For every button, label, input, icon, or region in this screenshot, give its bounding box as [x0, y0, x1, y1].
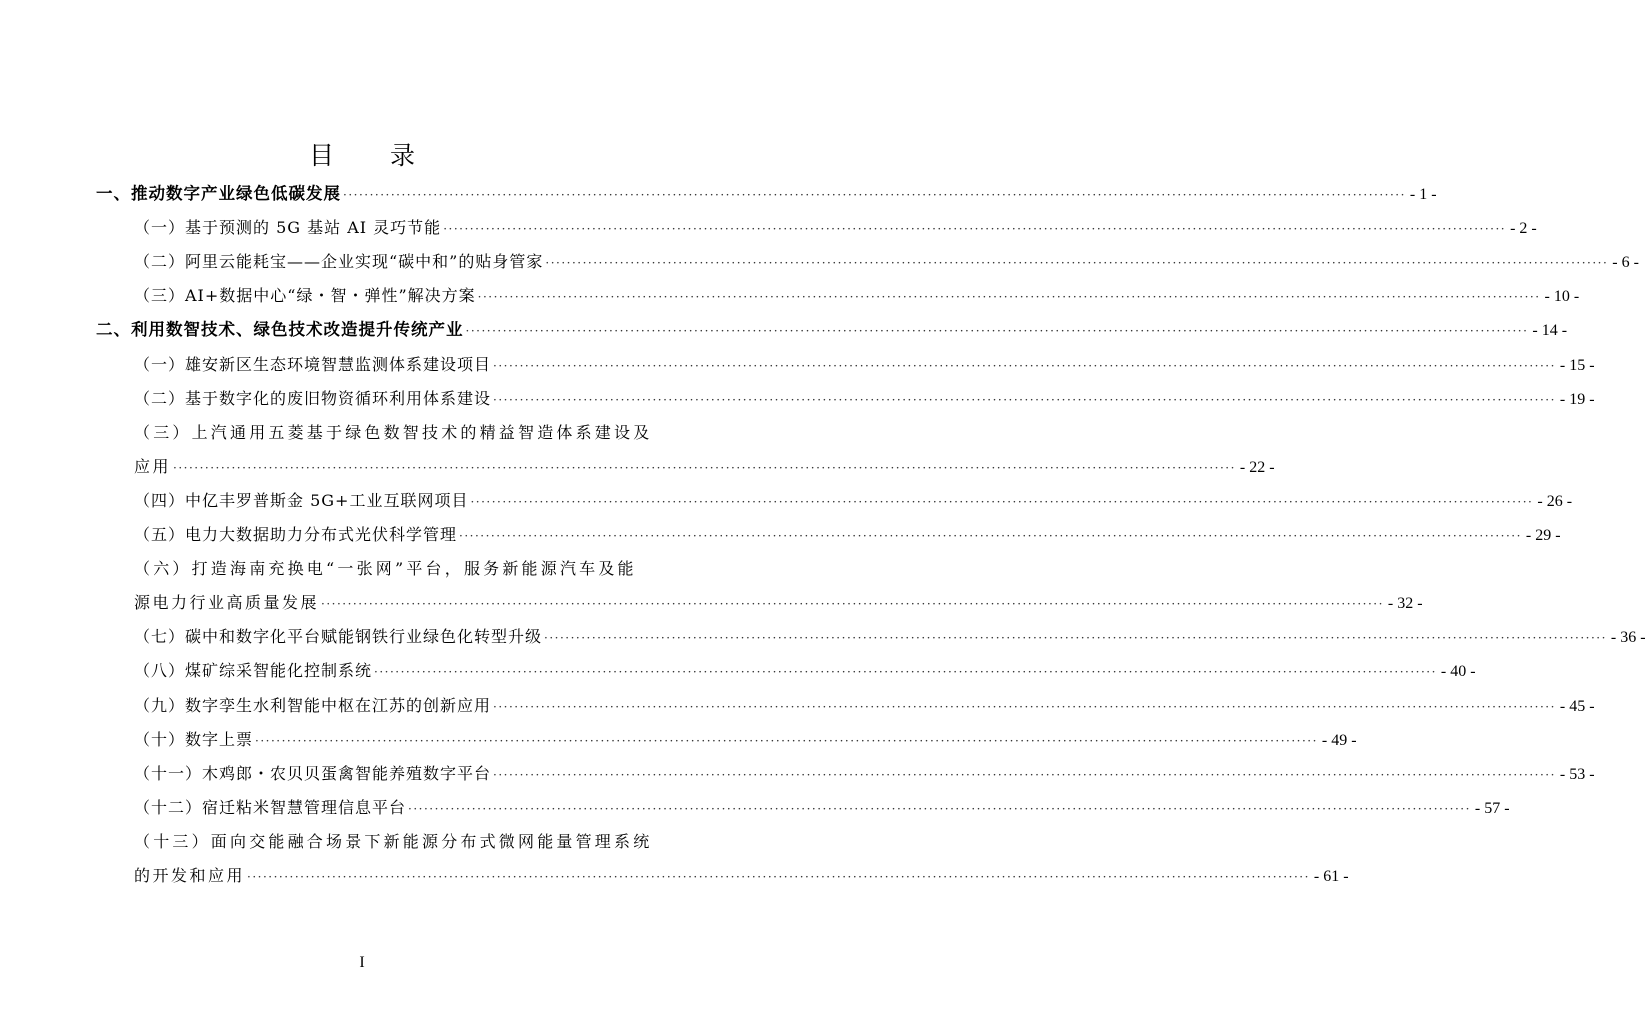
toc-leader-dots: ········································································································································································································ — [173, 461, 1236, 475]
toc-item-line[interactable] — [134, 525, 1561, 546]
toc-leader-dots: ········································································································································································································ — [408, 802, 1471, 816]
toc-item-line[interactable] — [134, 866, 1349, 887]
toc-section-line[interactable] — [96, 320, 1568, 341]
toc-leader-dots: ········································································································································································································ — [493, 393, 1556, 407]
toc-leader-dots: ········································································································································································································ — [545, 256, 1609, 270]
toc-leader-dots: ········································································································································································································ — [544, 631, 1607, 645]
toc-leader-dots: ········································································································································································································ — [493, 359, 1556, 373]
toc-page-number: - 14 - — [1532, 322, 1568, 339]
toc-leader-dots: ········································································································································································································ — [465, 324, 1529, 338]
toc-entry-text: 二、利用数智技术、绿色技术改造提升传统产业 — [96, 320, 464, 339]
page-title: 目 录 — [309, 141, 439, 170]
toc-entry-text: （十三）面向交能融合场景下新能源分布式微网能量管理系统 — [134, 832, 653, 851]
toc-entry-text: （二）阿里云能耗宝——企业实现“碳中和”的贴身管家 — [134, 252, 544, 271]
toc-page-number: - 10 - — [1544, 288, 1580, 305]
toc-leader-dots: ········································································································································································································ — [493, 768, 1556, 782]
toc-leader-dots: ········································································································································································································ — [493, 700, 1556, 714]
toc-item-line[interactable] — [134, 661, 1476, 682]
toc-item-line[interactable] — [134, 457, 1275, 478]
toc-item-line[interactable] — [134, 627, 1646, 648]
toc-leader-dots: ········································································································································································································ — [343, 188, 1406, 202]
toc-item-line[interactable] — [134, 798, 1510, 819]
toc-entry-text: （五）电力大数据助力分布式光伏科学管理 — [134, 525, 458, 544]
toc-item-line[interactable] — [134, 252, 1639, 273]
toc-entry-text: （九）数字孪生水利智能中枢在江苏的创新应用 — [134, 696, 492, 715]
toc-item-line[interactable] — [134, 491, 1573, 512]
toc-page-number: - 15 - — [1559, 357, 1595, 374]
toc-item-line[interactable] — [134, 764, 1595, 785]
toc-item-line[interactable] — [134, 559, 637, 579]
toc-leader-dots: ········································································································································································································ — [321, 597, 1384, 611]
toc-page-number: - 6 - — [1612, 254, 1639, 271]
toc-entry-text: （三）上汽通用五菱基于绿色数智技术的精益智造体系建设及 — [134, 423, 653, 442]
toc-page-number: - 22 - — [1239, 459, 1275, 476]
toc-page-number: - 57 - — [1474, 800, 1510, 817]
toc-entry-text: （十）数字上票 — [134, 730, 254, 749]
toc-entry-text: （十一）木鸡郎・农贝贝蛋禽智能养殖数字平台 — [134, 764, 492, 783]
toc-leader-dots: ········································································································································································································ — [374, 665, 1437, 679]
toc-leader-dots: ········································································································································································································ — [470, 495, 1534, 509]
toc-leader-dots: ········································································································································································································ — [443, 222, 1507, 236]
toc-page-number: - 40 - — [1440, 663, 1476, 680]
toc-entry-text: （六）打造海南充换电“一张网”平台，服务新能源汽车及能 — [134, 559, 637, 578]
toc-page-number: - 32 - — [1387, 595, 1423, 612]
toc-item-line[interactable] — [134, 355, 1595, 376]
toc-entry-text: （三）AI+数据中心“绿・智・弹性”解决方案 — [134, 286, 476, 305]
toc-item-line[interactable] — [134, 423, 653, 443]
toc-leader-dots: ········································································································································································································ — [477, 290, 1541, 304]
toc-page-number: - 19 - — [1559, 391, 1595, 408]
toc-item-line[interactable] — [134, 593, 1423, 614]
toc-page-number: - 29 - — [1525, 527, 1561, 544]
toc-page-number: - 36 - — [1610, 629, 1646, 646]
toc-item-line[interactable] — [134, 696, 1595, 717]
toc-entry-text: 源电力行业高质量发展 — [134, 593, 320, 612]
toc-item-line[interactable] — [134, 286, 1580, 307]
toc-entry-text: 一、推动数字产业绿色低碳发展 — [96, 184, 341, 203]
toc-leader-dots: ········································································································································································································ — [459, 529, 1522, 543]
toc-entry-text: 应用 — [134, 457, 172, 476]
toc-page-number: - 53 - — [1559, 766, 1595, 783]
toc-item-line[interactable] — [134, 389, 1595, 410]
toc-entry-text: （八）煤矿综采智能化控制系统 — [134, 661, 373, 680]
toc-page-number: - 45 - — [1559, 698, 1595, 715]
page-number: I — [359, 954, 365, 971]
toc-entry-text: （二）基于数字化的废旧物资循环利用体系建设 — [134, 389, 492, 408]
toc-entry-text: （一）基于预测的 5G 基站 AI 灵巧节能 — [134, 218, 442, 237]
toc-page-number: - 61 - — [1313, 868, 1349, 885]
toc-entry-text: 的开发和应用 — [134, 866, 246, 885]
toc-page-number: - 2 - — [1510, 220, 1537, 237]
toc-entry-text: （七）碳中和数字化平台赋能钢铁行业绿色化转型升级 — [134, 627, 543, 646]
toc-page-number: - 26 - — [1537, 493, 1573, 510]
toc-page-number: - 1 - — [1409, 186, 1437, 203]
toc-entry-text: （四）中亿丰罗普斯金 5G+工业互联网项目 — [134, 491, 469, 510]
toc-page-number: - 49 - — [1321, 732, 1357, 749]
toc-entry-text: （十二）宿迁粘米智慧管理信息平台 — [134, 798, 407, 817]
toc-entry-text: （一）雄安新区生态环境智慧监测体系建设项目 — [134, 355, 492, 374]
toc-leader-dots: ········································································································································································································ — [247, 870, 1310, 884]
toc-item-line[interactable] — [134, 218, 1537, 239]
toc-section-line[interactable] — [96, 184, 1437, 205]
toc-item-line[interactable] — [134, 730, 1357, 751]
toc-leader-dots: ········································································································································································································ — [255, 734, 1318, 748]
toc-item-line[interactable] — [134, 832, 653, 852]
